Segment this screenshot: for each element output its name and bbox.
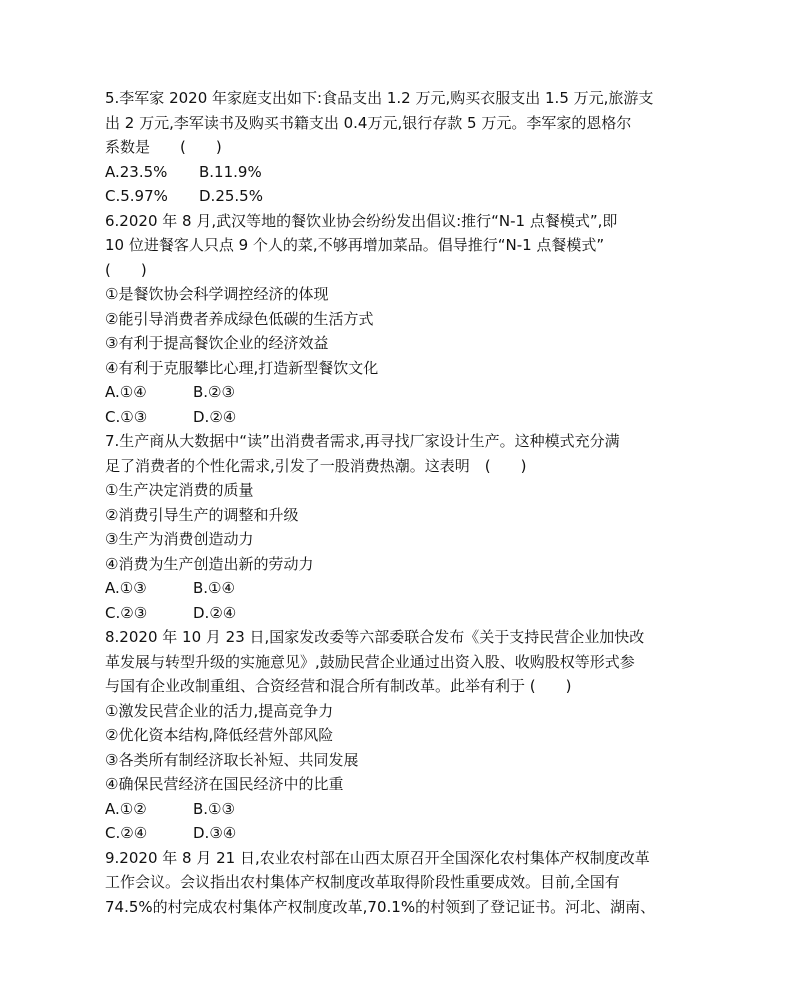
option-a[interactable]: A.①④ <box>105 383 147 401</box>
option-b[interactable]: B.11.9% <box>199 162 262 181</box>
option-a[interactable]: A.①③ <box>105 579 147 597</box>
question-text-line: 74.5%的村完成农村集体产权制度改革,70.1%的村领到了登记证书。河北、湖南、 <box>105 897 656 916</box>
option-row <box>105 601 705 626</box>
question-text-line: 6.2020 年 8 月,武汉等地的餐饮业协会纷纷发出倡议:推行“N-1 点餐模式”,即 <box>105 211 618 230</box>
question-7 <box>105 429 705 625</box>
option-b[interactable]: B.②③ <box>193 383 235 401</box>
option-b[interactable]: B.①④ <box>193 579 235 597</box>
option-c[interactable]: C.②④ <box>105 824 148 842</box>
option-row <box>105 576 705 601</box>
question-8 <box>105 625 705 846</box>
option-row <box>105 405 705 430</box>
question-text-line: 革发展与转型升级的实施意见》,鼓励民营企业通过出资入股、收购股权等形式参 <box>105 652 635 671</box>
statement-2: ②优化资本结构,降低经营外部风险 <box>105 726 334 744</box>
option-b[interactable]: B.①③ <box>193 799 235 818</box>
option-d[interactable]: D.③④ <box>193 824 237 842</box>
question-text-line: 10 位进餐客人只点 9 个人的菜,不够再增加菜品。倡导推行“N-1 点餐模式” <box>105 236 605 254</box>
option-c[interactable]: C.②③ <box>105 603 148 622</box>
statement-1: ①是餐饮协会科学调控经济的体现 <box>105 285 329 303</box>
question-text-line: 足了消费者的个性化需求,引发了一股消费热潮。这表明 ( ) <box>105 456 527 475</box>
statement-4: ④消费为生产创造出新的劳动力 <box>105 554 314 573</box>
option-row <box>105 184 705 209</box>
option-row <box>105 160 705 185</box>
statement-1: ①生产决定消费的质量 <box>105 481 254 499</box>
exam-page <box>105 86 705 919</box>
option-a[interactable]: A.①② <box>105 799 147 818</box>
option-row <box>105 821 705 846</box>
question-text-line: 5.李军家 2020 年家庭支出如下:食品支出 1.2 万元,购买衣服支出 1.5 万元,旅游支 <box>105 89 654 107</box>
question-text-line: 8.2020 年 10 月 23 日,国家发改委等六部委联合发布《关于支持民营企业加快改 <box>105 628 645 646</box>
question-text-line: 7.生产商从大数据中“读”出消费者需求,再寻找厂家设计生产。这种模式充分满 <box>105 432 620 450</box>
option-a[interactable]: A.23.5% <box>105 162 168 181</box>
statement-1: ①激发民营企业的活力,提高竞争力 <box>105 701 334 720</box>
question-text-line: 系数是 ( ) <box>105 138 222 156</box>
option-d[interactable]: D.②④ <box>193 407 237 426</box>
option-d[interactable]: D.②④ <box>193 603 237 622</box>
question-text-line: 出 2 万元,李军读书及购买书籍支出 0.4万元,银行存款 5 万元。李军家的恩格尔 <box>105 113 632 132</box>
option-row <box>105 797 705 822</box>
option-c[interactable]: C.5.97% <box>105 187 168 205</box>
statement-2: ②能引导消费者养成绿色低碳的生活方式 <box>105 309 374 328</box>
statement-4: ④确保民营经济在国民经济中的比重 <box>105 775 344 793</box>
question-5 <box>105 86 705 209</box>
option-row <box>105 380 705 405</box>
statement-3: ③有利于提高餐饮企业的经济效益 <box>105 334 329 352</box>
question-6 <box>105 209 705 430</box>
question-text-line: 9.2020 年 8 月 21 日,农业农村部在山西太原召开全国深化农村集体产权制度改革 <box>105 848 650 867</box>
option-d[interactable]: D.25.5% <box>199 187 263 205</box>
question-text-line: 与国有企业改制重组、合资经营和混合所有制改革。此举有利于 ( ) <box>105 677 572 695</box>
option-c[interactable]: C.①③ <box>105 407 148 426</box>
question-9 <box>105 846 705 920</box>
statement-3: ③各类所有制经济取长补短、共同发展 <box>105 750 359 769</box>
question-text-line: ( ) <box>105 260 147 279</box>
statement-2: ②消费引导生产的调整和升级 <box>105 505 299 524</box>
statement-4: ④有利于克服攀比心理,打造新型餐饮文化 <box>105 358 379 377</box>
statement-3: ③生产为消费创造动力 <box>105 530 254 548</box>
question-text-line: 工作会议。会议指出农村集体产权制度改革取得阶段性重要成效。目前,全国有 <box>105 873 620 891</box>
